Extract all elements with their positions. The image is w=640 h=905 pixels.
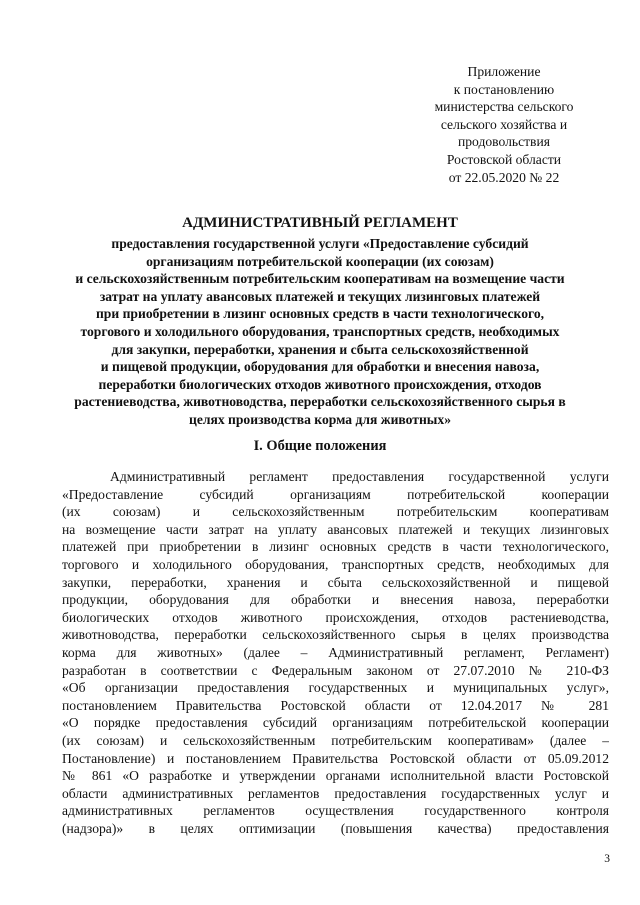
body-line: (надзора)» в целях оптимизации (повышения качества) предоставления: [62, 820, 609, 836]
body-line: биологических отходов животного происхождения, отходов растениеводства,: [62, 609, 609, 625]
appendix-line: от 22.05.2020 № 22: [448, 169, 560, 185]
subtitle-line: организациям потребительской кооперации (их союзам): [146, 253, 494, 269]
appendix-line: Приложение: [467, 64, 541, 79]
body-line: административных регламентов осуществления государственного контроля: [62, 803, 609, 819]
regulation-title: АДМИНИСТРАТИВНЫЙ РЕГЛАМЕНТ: [182, 215, 458, 231]
subtitle-line: при приобретении в лизинг основных средств в части технологического,: [95, 306, 545, 322]
body-line: области административных регламентов предоставления государственных услуг и: [62, 785, 609, 801]
subtitle-line: переработки биологических отходов животного происхождения, отходов: [98, 376, 542, 392]
body-line: торгового и холодильного оборудования, транспортных средств, необходимых для: [62, 556, 609, 572]
body-line: Постановление) и постановлением Правительства Ростовской области от 05.09.2012: [62, 750, 609, 766]
body-line: «О порядке предоставления субсидий организациям потребительской кооперации: [62, 715, 609, 731]
body-line: (их союзам) и сельскохозяйственным потребительским кооперативам: [62, 504, 609, 520]
body-line: корма для животных» (далее – Административный регламент, Регламент): [62, 644, 609, 660]
body-line: постановлением Правительства Ростовской области от 12.04.2017 № 281: [62, 697, 609, 713]
subtitle-line: целях производства корма для животных»: [189, 411, 451, 427]
body-line: продукции, оборудования для обработки и внесения навоза, переработки: [62, 592, 609, 608]
body-line: «Об организации предоставления государственных и муниципальных услуг»,: [62, 680, 609, 696]
appendix-line: сельского хозяйства и: [440, 116, 568, 132]
body-line: животноводства, переработки сельскохозяйственного сырья в целях производства: [62, 627, 609, 643]
body-line: «Предоставление субсидий организациям потребительской кооперации: [62, 486, 609, 502]
body-line: платежей при приобретении в лизинг основных средств в части технологического,: [62, 539, 609, 555]
subtitle-line: и сельскохозяйственным потребительским кооперативам на возмещение части: [75, 271, 565, 287]
page-number: 3: [604, 853, 610, 865]
subtitle-line: торгового и холодильного оборудования, транспортных средств, необходимых: [80, 323, 560, 339]
section-heading: I. Общие положения: [253, 438, 387, 454]
regulation-subtitle: [40, 235, 600, 429]
subtitle-line: предоставления государственной услуги «Предоставление субсидий: [111, 236, 529, 251]
subtitle-line: и пищевой продукции, оборудования для обработки и внесения навоза,: [100, 359, 540, 375]
body-line: на возмещение части затрат на уплату авансовых платежей и текущих лизинговых: [62, 521, 609, 537]
body-line: № 861 «О разработке и утверждении органами исполнительной власти Ростовской: [62, 768, 609, 784]
appendix-line: Ростовской области: [446, 151, 562, 167]
appendix-block: [415, 63, 593, 186]
appendix-line: министерства сельского: [434, 99, 574, 115]
body-paragraph: [62, 468, 609, 837]
appendix-line: к постановлению: [453, 81, 555, 97]
subtitle-line: растениеводства, животноводства, переработки сельскохозяйственного сырья в: [74, 394, 566, 410]
body-line: закупки, переработки, хранения и сбыта сельскохозяйственной и пищевой: [62, 574, 609, 590]
body-line: разработан в соответствии с Федеральным законом от 27.07.2010 № 210-ФЗ: [62, 662, 609, 678]
subtitle-line: для закупки, переработки, хранения и сбыта сельскохозяйственной: [111, 341, 529, 357]
appendix-line: продовольствия: [457, 134, 551, 150]
subtitle-line: затрат на уплату авансовых платежей и текущих лизинговых платежей: [99, 288, 541, 304]
body-line: Административный регламент предоставления государственной услуги: [110, 469, 609, 484]
body-line: (их союзам) и сельскохозяйственным потребительским кооперативам» (далее –: [62, 732, 609, 748]
